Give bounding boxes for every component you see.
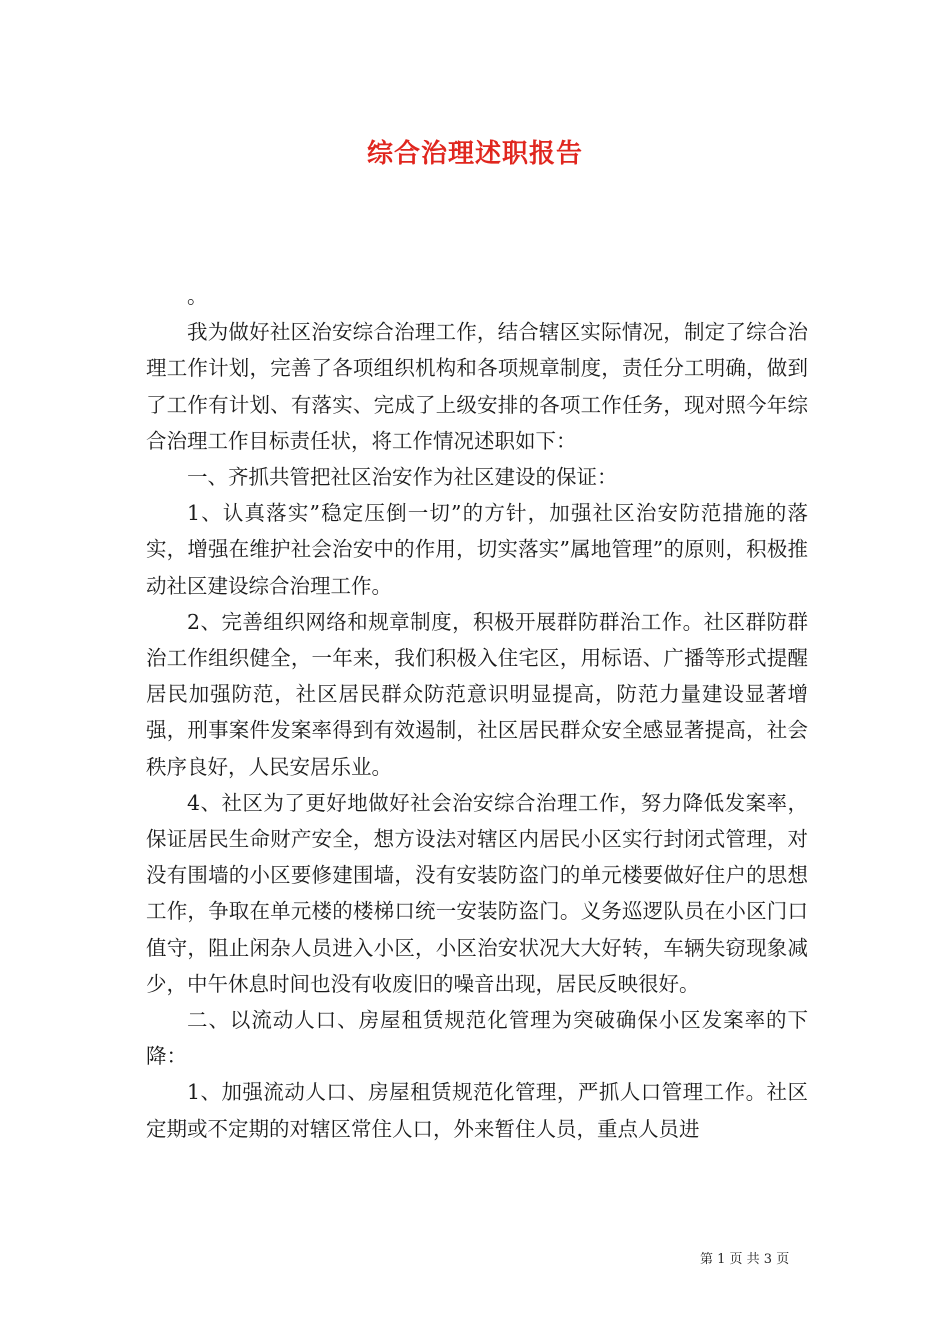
paragraph: 1、认真落实”稳定压倒一切”的方针，加强社区治安防范措施的落实，增强在维护社会治安中的作用，切实落实”属地管理”的原则，积极推动社区建设综合治理工作。 [146,501,808,598]
paragraph: 二、以流动人口、房屋租赁规范化管理为突破确保小区发案率的下降： [146,1008,808,1069]
page-number-footer: 第 1 页 共 3 页 [700,1252,790,1267]
paragraph: 一、齐抓共管把社区治安作为社区建设的保证： [187,465,618,490]
paragraph: 。 [187,284,208,308]
document-title: 综合治理述职报告 [366,139,583,169]
paragraph: 4、社区为了更好地做好社会治安综合治理工作，努力降低发案率，保证居民生命财产安全，想方设法对辖区内居民小区实行封闭式管理，对没有围墙的小区要修建围墙，没有安装防盗门的单元楼要做好住户的思想工作，争取在单元楼的楼梯口统一安装防盗门。义务巡逻队员在小区门口值守，阻止闲杂人员进入小区，小区治安状况大大好转，车辆失窃现象减少，中午休息时间也没有收废旧的噪音出现，居民反映很好。 [146,790,808,996]
document-body [146,278,808,1147]
paragraph: 我为做好社区治安综合治理工作，结合辖区实际情况，制定了综合治理工作计划，完善了各项组织机构和各项规章制度，责任分工明确，做到了工作有计划、有落实、完成了上级安排的各项工作任务，现对照今年综合治理工作目标责任状，将工作情况述职如下： [146,320,808,453]
paragraph: 2、完善组织网络和规章制度，积极开展群防群治工作。社区群防群治工作组织健全，一年来，我们积极入住宅区，用标语、广播等形式提醒居民加强防范，社区居民群众防范意识明显提高，防范力量建设显著增强，刑事案件发案率得到有效遏制，社区居民群众安全感显著提高，社会秩序良好，人民安居乐业。 [146,609,808,779]
paragraph: 1、加强流动人口、房屋租赁规范化管理，严抓人口管理工作。社区定期或不定期的对辖区常住人口，外来暂住人员，重点人员进 [146,1080,808,1141]
